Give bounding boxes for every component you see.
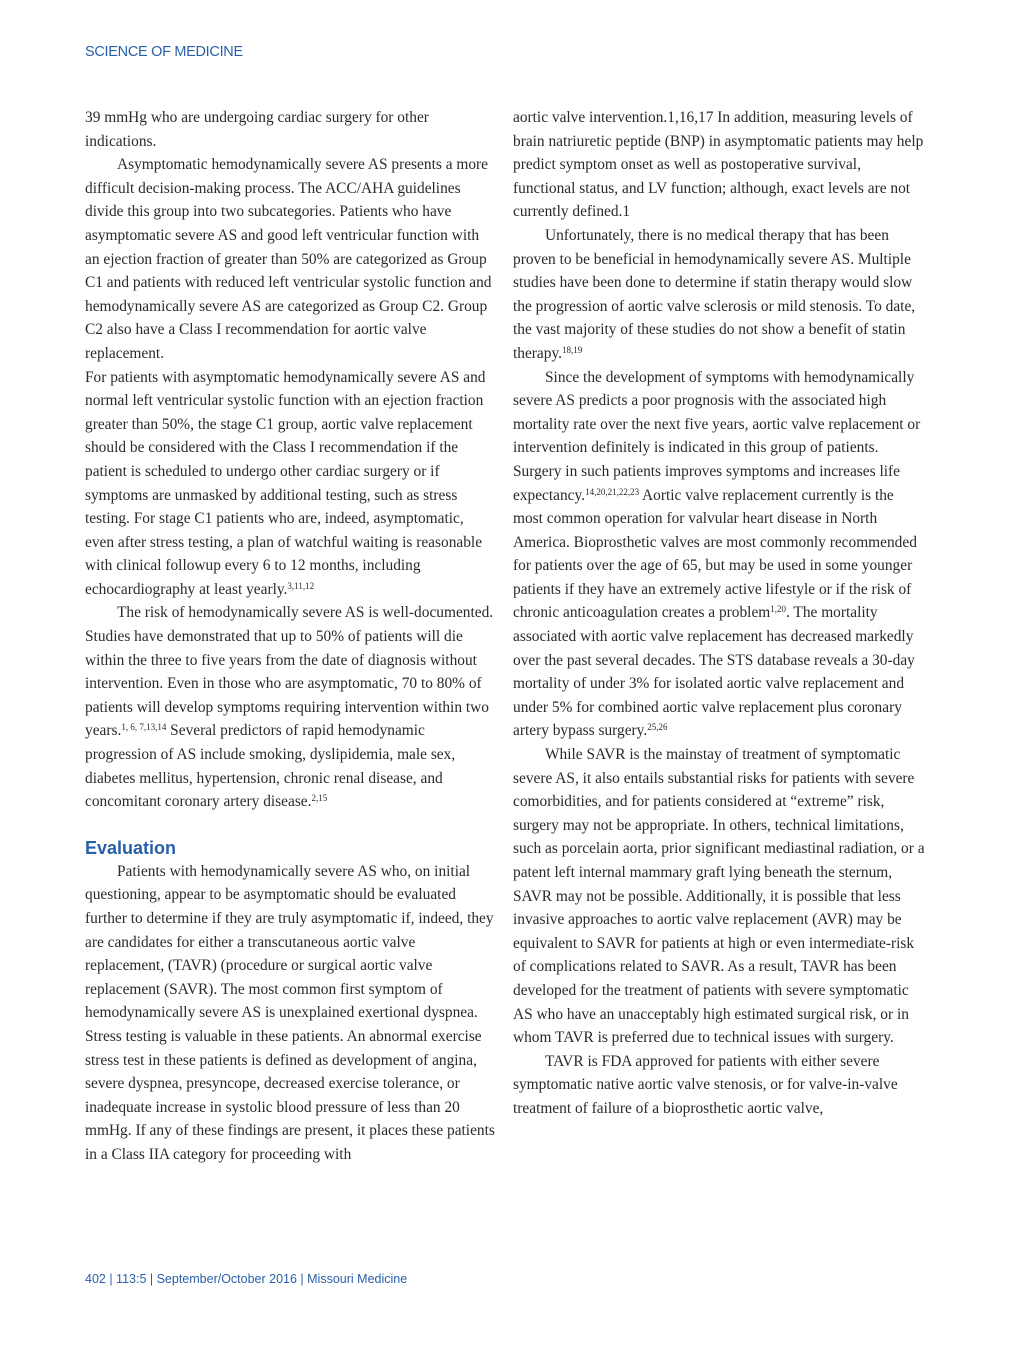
citation-ref: 25,26 [647, 722, 668, 733]
paragraph: TAVR is FDA approved for patients with either severe symptomatic native aortic valve stenosis, or for valve-in-valve treatment of failure of a bioprosthetic aortic valve, [513, 1052, 898, 1117]
paragraph [513, 366, 925, 744]
citation-ref: 14,20,21,22,23 [585, 486, 640, 497]
paragraph: 39 mmHg who are undergoing cardiac surgery for other indications. [85, 109, 429, 150]
paragraph-text: Unfortunately, there is no medical therapy that has been proven to be beneficial in hemodynamically severe AS. Multiple studies have been done to determine if statin therapy would slow the progression of aortic valve sclerosis or mild stenosis. To date, the vast majority of these studies do not show a benefit of statin therapy. [513, 226, 916, 362]
paragraph [513, 224, 925, 366]
paragraph-text: Several predictors of rapid hemodynamic progression of AS include smoking, dyslipidemia, male sex, diabetes mellitus, hypertension, chronic renal disease, and concomitant coronary artery disease. [85, 722, 456, 811]
left-column [85, 106, 495, 1167]
citation-ref: 18,19 [562, 344, 583, 355]
paragraph-text: The risk of hemodynamically severe AS is well-documented. Studies have demonstrated that up to 50% of patients will die within the three to five years from the date of diagnosis without intervention. Even in those who are asymptomatic, 70 to 80% of patients will develop symptoms requiring intervention within two years. [85, 604, 494, 740]
paragraph-text: Since the development of symptoms with hemodynamically severe AS predicts a poor prognosis with the associated high mortality rate over the next five years, aortic valve replacement or intervention definitely is indicated in this group of patients. Surgery in such patients improves symptoms and increases life expectancy. [513, 368, 921, 504]
paragraph [85, 601, 495, 813]
paragraph [85, 366, 495, 602]
running-head: SCIENCE OF MEDICINE [85, 44, 243, 60]
paragraph-text: For patients with asymptomatic hemodynamically severe AS and normal left ventricular systolic function with an ejection fraction greater than 50%, the stage C1 group, aortic valve replacement should be considered with the Class I recommendation if the patient is scheduled to undergo other cardiac surgery or if symptoms are unmasked by additional testing, such as stress testing. For stage C1 patients who are, indeed, asymptomatic, even after stress testing, a plan of watchful waiting is reasonable with clinical followup every 6 to 12 months, including echocardiography at least yearly. [85, 368, 486, 598]
section-heading-evaluation: Evaluation [85, 837, 177, 858]
paragraph: While SAVR is the mainstay of treatment of symptomatic severe AS, it also entails substantial risks for patients with severe comorbidities, and for patients considered at “extreme” risk, surgery may not be appropriate. In others, technical limitations, such as porcelain aorta, prior significant mediastinal radiation, or a patent left internal mammary graft lying beneath the sternum, SAVR may not be possible. Additionally, it is possible that less invasive approaches to aortic valve replacement (AVR) may be equivalent to SAVR for patients at high or even intermediate-risk of complications related to SAVR. As a result, TAVR has been developed for the treatment of patients with severe symptomatic AS who have an unacceptably high estimated surgical risk, or in whom TAVR is preferred due to technical issues with surgery. [513, 746, 925, 1047]
paragraph: Patients with hemodynamically severe AS who, on initial questioning, appear to be asymptomatic should be evaluated further to determine if they are truly asymptomatic if, indeed, they are candidates for either a transcutaneous aortic valve replacement, (TAVR) (procedure or surgical aortic valve replacement (SAVR). The most common first symptom of hemodynamically severe AS is unexplained exertional dyspnea. Stress testing is valuable in these patients. An abnormal exercise stress test in these patients is defined as development of angina, severe dyspnea, presyncope, decreased exercise tolerance, or inadequate increase in systolic blood pressure of less than 20 mmHg. If any of these findings are present, it places these patients in a Class IIA category for proceeding with [85, 862, 495, 1163]
citation-ref: 3,11,12 [287, 580, 315, 591]
citation-ref: 1,20 [770, 604, 787, 615]
right-column [513, 106, 925, 1121]
paragraph: aortic valve intervention.1,16,17 In addition, measuring levels of brain natriuretic peptide (BNP) in asymptomatic patients may help predict symptom onset as well as postoperative survival, functional status, and LV function; although, exact levels are not currently defined.1 [513, 109, 924, 221]
citation-ref: 1, 6, 7,13,14 [121, 722, 167, 733]
page-footer: 402 | 113:5 | September/October 2016 | Missouri Medicine [85, 1272, 408, 1286]
citation-ref: 2,15 [311, 793, 328, 804]
paragraph: Asymptomatic hemodynamically severe AS presents a more difficult decision-making process. The ACC/AHA guidelines divide this group into two subcategories. Patients who have asymptomatic severe AS and good left ventricular function with an ejection fraction of greater than 50% are categorized as Group C1 and patients with reduced left ventricular systolic function and hemodynamically severe AS are categorized as Group C2. Group C2 also have a Class I recommendation for aortic valve replacement. [85, 156, 492, 362]
paragraph-text: . The mortality associated with aortic valve replacement has decreased markedly over the past several decades. The STS database reveals a 30-day mortality of under 3% for isolated aortic valve replacement and under 5% for combined aortic valve replacement plus coronary artery bypass surgery. [513, 604, 915, 740]
paragraph-text: Aortic valve replacement currently is the most common operation for valvular heart disease in North America. Bioprosthetic valves are most commonly recommended for patients over the age of 65, but may be used in some younger patients if they have an extremely active lifestyle or if the risk of chronic anticoagulation creates a problem [513, 486, 917, 622]
